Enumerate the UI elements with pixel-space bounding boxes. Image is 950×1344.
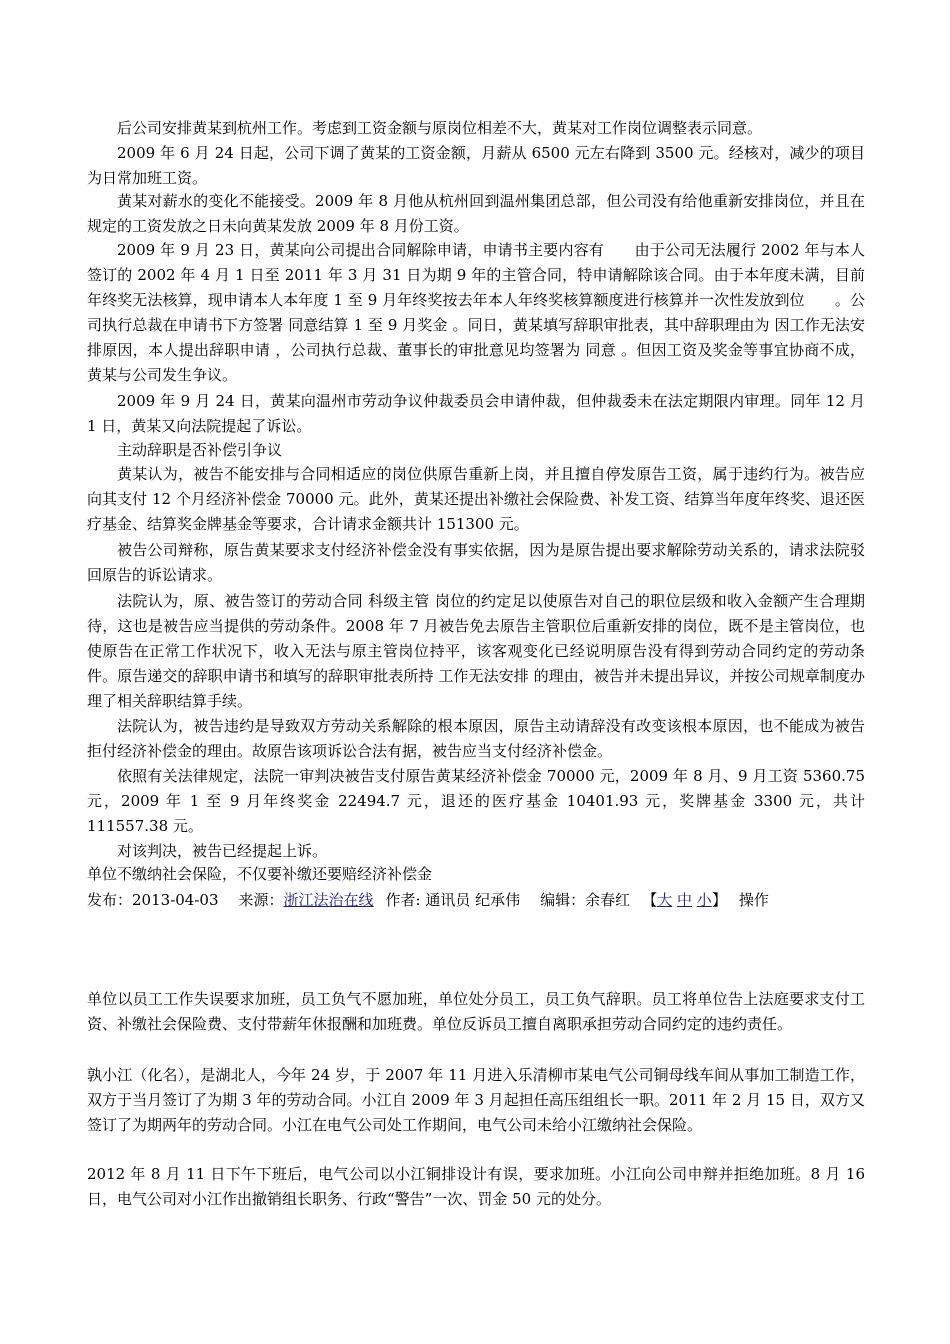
publish-label: 发布： (87, 891, 133, 909)
paragraph: 单位以员工工作失误要求加班，员工负气不愿加班，单位处分员工，员工负气辞职。员工将单位告上法庭要求支付工资、补缴社会保险费、支付带薪年休报酬和加班费。单位反诉员工擅自离职承担劳动合同约定的违约责任。 (87, 990, 865, 1033)
font-size-bracket-close: 】 (711, 891, 727, 909)
font-size-bracket-open: 【 (642, 891, 658, 909)
author-name: 通讯员 纪承伟 (425, 891, 521, 909)
author-label: 作者: (385, 891, 421, 909)
paragraph: 2009 年 6 月 24 日起，公司下调了黄某的工资金额，月薪从 6500 元左右降到 3500 元。经核对，减少的项目为日常加班工资。 (87, 144, 865, 187)
section-heading: 主动辞职是否补偿引争议 (117, 441, 283, 459)
source-label: 来源： (238, 891, 284, 909)
paragraph: 对该判决，被告已经提起上诉。 (117, 842, 328, 860)
paragraph: 2009 年 9 月 23 日，黄某向公司提出合同解除申请，申请书主要内容有 由于公司无法履行 2002 年与本人签订的 2002 年 4 月 1 日至 2011 年 3 月 31 日为期 9 年的主管合同，特申请解除该合同。由于本年度未满，目前年终奖无法核算，现申请本人本年度 1 至 9 月年终奖按去年本人年终奖核算额度进行核算并一次性发放到位 。公司执行总裁在申请书下方签署 同意结算 1 至 9 月奖金 。同日，黄某填写辞职审批表，其中辞职理由为 因工作无法安排原因，本人提出辞职申请 ，公司执行总裁、董事长的审批意见均签署为 同意 。但因工资及奖金等事宜协商不成，黄某与公司发生争议。 (87, 241, 865, 384)
font-size-large-link[interactable]: 大 (657, 891, 673, 909)
paragraph: 2009 年 9 月 24 日，黄某向温州市劳动争议仲裁委员会申请仲裁，但仲裁委未在法定期限内审理。同年 12 月 1 日，黄某又向法院提起了诉讼。 (87, 392, 865, 435)
paragraph: 2012 年 8 月 11 日下午下班后，电气公司以小江铜排设计有误，要求加班。小江向公司申辩并拒绝加班。8 月 16 日，电气公司对小江作出撤销组长职务、行政“警告”一次、罚金 50 元的处分。 (87, 1165, 865, 1208)
paragraph: 依照有关法律规定，法院一审判决被告支付原告黄某经济补偿金 70000 元，2009 年 8 月、9 月工资 5360.75 元，2009 年 1 至 9 月年终奖金 22494.7 元，退还的医疗基金 10401.93 元，奖牌基金 3300 元，共计 111557.38 元。 (87, 767, 865, 835)
paragraph: 孰小江（化名），是湖北人，今年 24 岁，于 2007 年 11 月进入乐清柳市某电气公司铜母线车间从事加工制造工作，双方于当月签订了为期 3 年的劳动合同。小江自 2009 年 3 月起担任高压组组长一职。2011 年 2 月 15 日，双方又签订了为期两年的劳动合同。小江在电气公司处工作期间，电气公司未给小江缴纳社会保险。 (87, 1066, 865, 1134)
article-title: 单位不缴纳社会保险，不仅要补缴还要赔经济补偿金 (87, 865, 433, 883)
paragraph: 法院认为，被告违约是导致双方劳动关系解除的根本原因，原告主动请辞没有改变该根本原因，也不能成为被告拒付经济补偿金的理由。故原告该项诉讼合法有据，被告应当支付经济补偿金。 (87, 717, 865, 760)
paragraph: 法院认为，原、被告签订的劳动合同 科级主管 岗位的约定足以使原告对自己的职位层级和收入金额产生合理期待，这也是被告应当提供的劳动条件。2008 年 7 月被告免去原告主管职位后重新安排的岗位，既不是主管岗位，也使原告在正常工作状况下，收入无法与原主管岗位持平，该客观变化已经说明原告没有得到劳动合同约定的劳动条件。原告递交的辞职申请书和填写的辞职审批表所持 工作无法安排 的理由，被告并未提出异议，并按公司规章制度办理了相关辞职结算手续。 (87, 592, 865, 710)
editor-label: 编辑： (540, 891, 586, 909)
publish-date: 2013-04-03 (132, 891, 219, 909)
paragraph: 黄某对薪水的变化不能接受。2009 年 8 月他从杭州回到温州集团总部，但公司没有给他重新安排岗位，并且在规定的工资发放之日未向黄某发放 2009 年 8 月份工资。 (87, 192, 865, 235)
operate-label: 操作 (738, 891, 769, 909)
font-size-small-link[interactable]: 小 (696, 891, 712, 909)
paragraph: 黄某认为，被告不能安排与合同相适应的岗位供原告重新上岗，并且擅自停发原告工资，属于违约行为。被告应向其支付 12 个月经济补偿金 70000 元。此外，黄某还提出补缴社会保险费、补发工资、结算当年度年终奖、退还医疗基金、结算奖金牌基金等要求，合计请求金额共计 151300 元。 (87, 465, 865, 533)
article-meta (87, 888, 865, 913)
paragraph: 后公司安排黄某到杭州工作。考虑到工资金额与原岗位相差不大，黄某对工作岗位调整表示同意。 (117, 119, 763, 137)
paragraph: 被告公司辩称，原告黄某要求支付经济补偿金没有事实依据，因为是原告提出要求解除劳动关系的，请求法院驳回原告的诉讼请求。 (87, 541, 865, 584)
source-link[interactable]: 浙江法治在线 (283, 891, 374, 909)
font-size-medium-link[interactable]: 中 (677, 891, 693, 909)
editor-name: 余春红 (585, 891, 631, 909)
